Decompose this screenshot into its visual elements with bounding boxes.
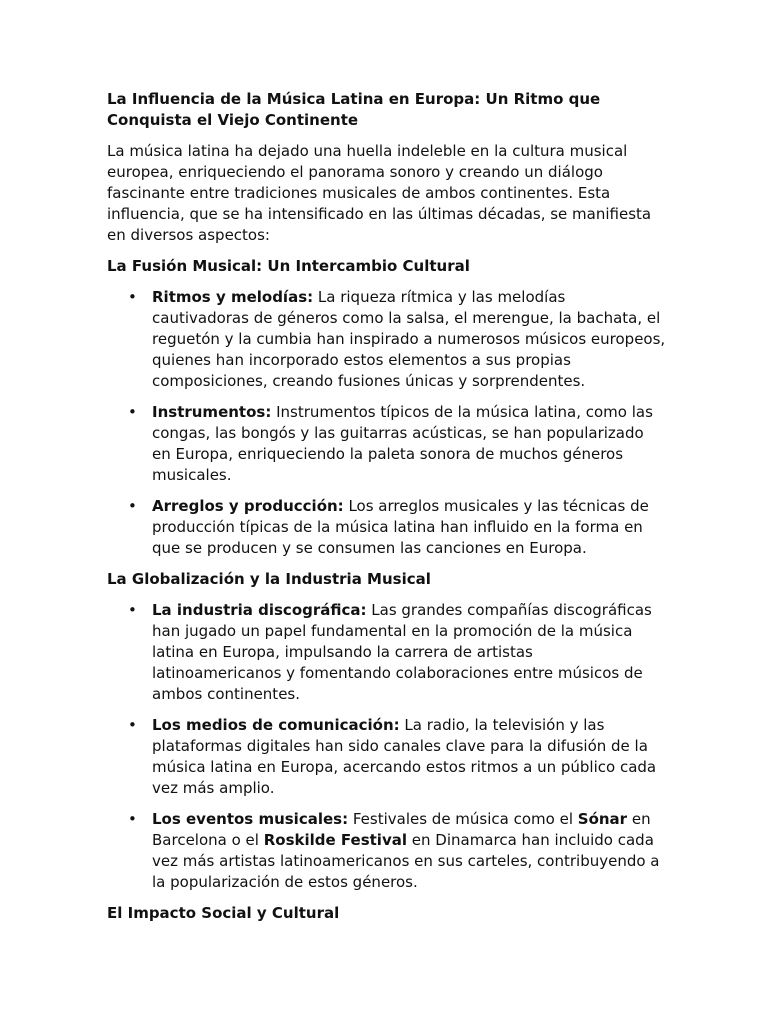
document-page xyxy=(107,89,667,934)
list-item-term: Los medios de comunicación: xyxy=(152,716,400,734)
list-item-term: Los eventos musicales: xyxy=(152,810,349,828)
list-item-text: La riqueza rítmica y las melodías cautivadoras de géneros como la salsa, el merengue, la bachata, el reguetón y la cumbia han inspirado a numerosos músicos europeos, quienes han incorporado estos elementos a sus propias composiciones, creando fusiones únicas y sorprendentes. xyxy=(152,288,666,390)
list-item xyxy=(152,496,667,559)
section-heading-fusion: La Fusión Musical: Un Intercambio Cultural xyxy=(107,257,470,275)
list-item-term: Ritmos y melodías: xyxy=(152,288,314,306)
document-title: La Influencia de la Música Latina en Europa: Un Ritmo que Conquista el Viejo Continente xyxy=(107,90,601,129)
festival-name-sonar: Sónar xyxy=(577,810,628,828)
bullet-list-globalizacion xyxy=(107,600,667,893)
list-item-term: Instrumentos: xyxy=(152,403,272,421)
list-item-text: en Dinamarca han incluido cada vez más artistas latinoamericanos en sus carteles, contribuyendo a la popularización de estos géneros. xyxy=(152,831,660,891)
intro-paragraph: La música latina ha dejado una huella indeleble en la cultura musical europea, enriqueciendo el panorama sonoro y creando un diálogo fascinante entre tradiciones musicales de ambos continentes. Esta influencia, que se ha intensificado en las últimas décadas, se manifiesta en diversos aspectos: xyxy=(107,142,652,244)
bullet-list-fusion xyxy=(107,287,667,559)
list-item-text: La radio, la televisión y las plataformas digitales han sido canales clave para la difusión de la música latina en Europa, acercando estos ritmos a un público cada vez más amplio. xyxy=(152,716,657,797)
list-item xyxy=(152,809,667,893)
list-item-term: Arreglos y producción: xyxy=(152,497,344,515)
list-item-text: Las grandes compañías discográficas han jugado un papel fundamental en la promoción de la música latina en Europa, impulsando la carrera de artistas latinoamericanos y fomentando colaboraciones entre músicos de ambos continentes. xyxy=(152,601,652,703)
list-item-text: Festivales de música como el xyxy=(348,810,578,828)
list-item xyxy=(152,287,667,392)
festival-name-roskilde: Roskilde Festival xyxy=(263,831,407,849)
section-heading-impacto: El Impacto Social y Cultural xyxy=(107,904,340,922)
list-item-text: Instrumentos típicos de la música latina, como las congas, las bongós y las guitarras acústicas, se han popularizado en Europa, enriqueciendo la paleta sonora de muchos géneros musicales. xyxy=(152,403,653,484)
list-item-term: La industria discográfica: xyxy=(152,601,367,619)
list-item xyxy=(152,715,667,799)
list-item-text: Los arreglos musicales y las técnicas de producción típicas de la música latina han influido en la forma en que se producen y se consumen las canciones en Europa. xyxy=(152,497,649,557)
list-item xyxy=(152,402,667,486)
list-item-text: en Barcelona o el xyxy=(152,810,651,849)
section-heading-globalizacion: La Globalización y la Industria Musical xyxy=(107,570,431,588)
list-item xyxy=(152,600,667,705)
